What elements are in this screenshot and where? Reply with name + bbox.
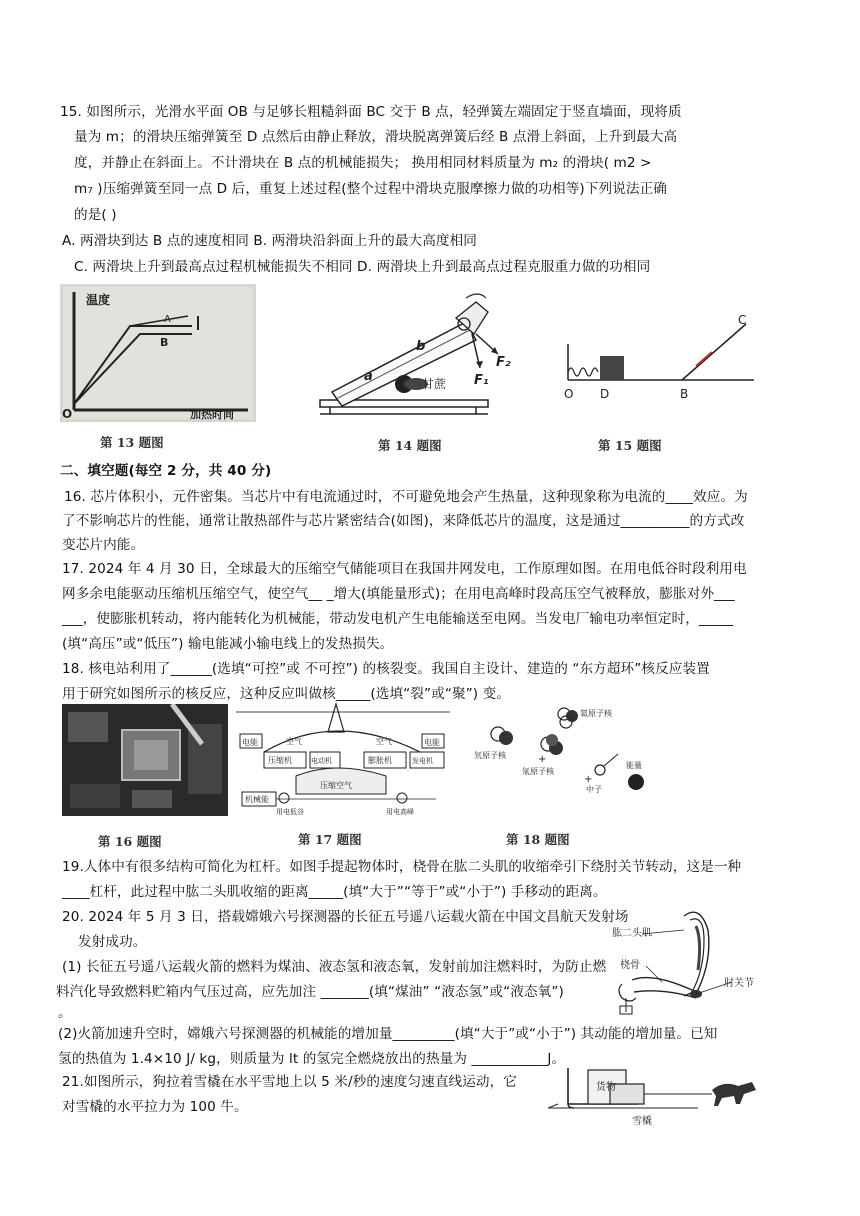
q17-line-4: (填“高压”或“低压”) 输电能减小输电线上的发热损失。 [62, 636, 394, 652]
svg-text:+: + [538, 754, 547, 765]
q17-line-3: ___，使膨胀机转动，将内能转化为机械能，带动发电机产生电能输送至电网。当发电厂输电功率恒定时，_____ [62, 611, 734, 627]
q19-line-2: ____杠杆，此过程中肱二头肌收缩的距离_____(填“大于”“等于”或“小于”) 手移动的距离。 [62, 884, 607, 900]
q20-line-3: (1) 长征五号遥八运载火箭的燃料为煤油、液态氢和液态氧，发射前加注燃料时，为防止燃 [62, 959, 607, 975]
fig13-origin: O [62, 407, 73, 421]
fig15-label-b: B [680, 387, 689, 401]
fig17-diagram [236, 702, 450, 816]
fig17-label-4: 压缩机 [268, 756, 292, 765]
sled-dog-figure [548, 1060, 764, 1130]
fig18-label-n: 中子 [586, 785, 602, 794]
fig16-caption: 第 16 题图 [98, 834, 162, 849]
q15-line-2: 量为 m；的滑块压缩弹簧至 D 点然后由静止释放，滑块脱离弹簧后经 B 点滑上斜面，上升到最大高 [74, 129, 678, 145]
q20-line-4: 料汽化导致燃料贮箱内气压过高，应先加注 _______(填“煤油” “液态氢”或“液态氧”) [56, 984, 564, 1000]
fig14-label-cane: 甘蔗 [422, 377, 447, 391]
fig13-caption: 第 13 题图 [100, 435, 164, 450]
q20-line-1: 20. 2024 年 5 月 3 日，搭载嫦娥六号探测器的长征五号遥八运载火箭在中国文昌航天发射场 [62, 909, 629, 925]
fig15-label-o: O [564, 387, 574, 401]
sled-dog-svg [548, 1060, 764, 1130]
fig15-diagram [560, 306, 760, 406]
fig18-label-h1: 氘原子核 [474, 751, 506, 760]
arm-lever-figure [612, 900, 772, 1020]
q15-option-ab: A. 两滑块到达 B 点的速度相同 B. 两滑块沿斜面上升的最大高度相同 [62, 233, 477, 249]
fig18-caption: 第 18 题图 [506, 832, 570, 847]
fig14-label-f1: F₁ [474, 373, 489, 388]
svg-text:+: + [584, 774, 593, 785]
fig17-label-1: 电能 [424, 738, 440, 747]
fig13-svg [60, 284, 256, 422]
q15-option-cd: C. 两滑块上升到最高点过程机械能损失不相同 D. 两滑块上升到最高点过程克服重力做的功相同 [74, 259, 651, 275]
fig16-svg [62, 704, 228, 816]
sled-label-cargo: 货物 [596, 1082, 616, 1093]
fig17-label-10: 用电高峰 [386, 808, 414, 816]
q16-line-3: 变芯片内能。 [62, 537, 145, 553]
q20-line-5: 。 [58, 1005, 72, 1021]
fig18-svg [468, 704, 668, 814]
fig17-label-0: 电能 [242, 738, 258, 747]
q20-line-7: 氢的热值为 1.4×10 J/ kg，则质量为 lt 的氢完全燃烧放出的热量为 ___________J。 [58, 1051, 566, 1067]
fig17-label-11: 压缩空气 [320, 781, 352, 790]
fig17-label-7: 发电机 [412, 757, 433, 765]
fig15-caption: 第 15 题图 [598, 438, 662, 453]
fig14-caption: 第 14 题图 [378, 438, 442, 453]
fig15-label-c: C [738, 313, 747, 327]
fig14-svg [316, 288, 530, 422]
fig13-label-b: B [160, 336, 169, 349]
fig13-label-a: A [164, 314, 171, 325]
fig13-graph [60, 284, 256, 422]
q21-line-2: 对雪橇的水平拉力为 100 牛。 [62, 1099, 248, 1115]
fig13-ylabel: 温度 [86, 293, 111, 307]
q16-line-2: 了不影响芯片的性能，通常让散热部件与芯片紧密结合(如图)，来降低芯片的温度，这是通过__________的方式改 [62, 513, 745, 529]
fig17-label-8: 机械能 [245, 795, 269, 804]
fig15-svg [560, 306, 760, 406]
section2-heading: 二、填空题(每空 2 分，共 40 分) [60, 463, 272, 479]
arm-label-radius: 桡骨 [620, 960, 640, 971]
fig17-svg [236, 702, 450, 816]
fig14-label-f2: F₂ [496, 355, 511, 370]
q17-line-2: 网多余电能驱动压缩机压缩空气，使空气__ _增大(填能量形式)；在用电高峰时段高压空气被释放，膨胀对外___ [62, 586, 735, 602]
fig17-label-6: 电动机 [311, 757, 332, 765]
fig18-diagram [468, 704, 668, 814]
fig14-label-b: b [416, 339, 426, 354]
q21-line-1: 21.如图所示，狗拉着雪橇在水平雪地上以 5 米/秒的速度匀速直线运动，它 [62, 1074, 517, 1090]
q16-line-1: 16. 芯片体积小，元件密集。当芯片中有电流通过时，不可避免地会产生热量，这种现象称为电流的____效应。为 [64, 489, 748, 505]
q17-line-1: 17. 2024 年 4 月 30 日，全球最大的压缩空气储能项目在我国井网发电，工作原理如图。在用电低谷时段利用电 [62, 561, 747, 577]
fig16-photo [62, 704, 228, 816]
fig17-caption: 第 17 题图 [298, 832, 362, 847]
fig14-label-a: a [364, 369, 373, 384]
q19-line-1: 19.人体中有很多结构可简化为杠杆。如图手提起物体时，桡骨在肱二头肌的收缩牵引下绕肘关节转动，这是一种 [62, 859, 742, 875]
fig18-label-he: 氦原子核 [580, 709, 612, 718]
fig17-label-3: 空气 [376, 737, 392, 746]
arm-lever-svg [612, 900, 772, 1020]
sled-label-sled: 雪橇 [632, 1116, 652, 1127]
fig14-diagram [316, 288, 530, 422]
q20-line-6: (2)火箭加速升空时，嫦娥六号探测器的机械能的增加量_________(填“大于”或“小于”) 其动能的增加量。已知 [58, 1026, 718, 1042]
q15-line-5: 的是( ) [74, 207, 117, 223]
fig17-label-9: 用电低谷 [276, 808, 304, 816]
fig17-label-2: 空气 [286, 737, 302, 746]
q18-line-2: 用于研究如图所示的核反应，这种反应叫做核_____(选填“裂”或“聚”) 变。 [62, 686, 511, 702]
q20-line-2: 发射成功。 [78, 934, 147, 950]
q18-line-1: 18. 核电站利用了______(选填“可控”或 不可控”) 的核裂变。我国自主设计、建造的 “东方超环”核反应装置 [62, 661, 710, 677]
arm-label-joint: 肘关节 [724, 978, 754, 989]
q15-line-3: 度，并静止在斜面上。不计滑块在 B 点的机械能损失； 换用相同材料质量为 m₂ 的滑块( m2 > [74, 155, 652, 171]
fig13-xlabel: 加热时间 [190, 408, 234, 421]
fig17-label-5: 膨胀机 [368, 756, 392, 765]
q15-line-4: m₇ )压缩弹簧至同一点 D 后，重复上述过程(整个过程中滑块克服摩擦力做的功相等)下列说法正确 [74, 181, 667, 197]
arm-label-muscle: 肱二头肌 [612, 928, 652, 939]
q15-line-1: 15. 如图所示，光滑水平面 OB 与足够长粗糙斜面 BC 交于 B 点，轻弹簧左端固定于竖直墙面，现将质 [60, 104, 682, 120]
fig18-label-h2: 氚原子核 [522, 767, 554, 776]
fig18-label-energy: 能量 [626, 761, 642, 770]
fig15-label-d: D [600, 387, 610, 401]
